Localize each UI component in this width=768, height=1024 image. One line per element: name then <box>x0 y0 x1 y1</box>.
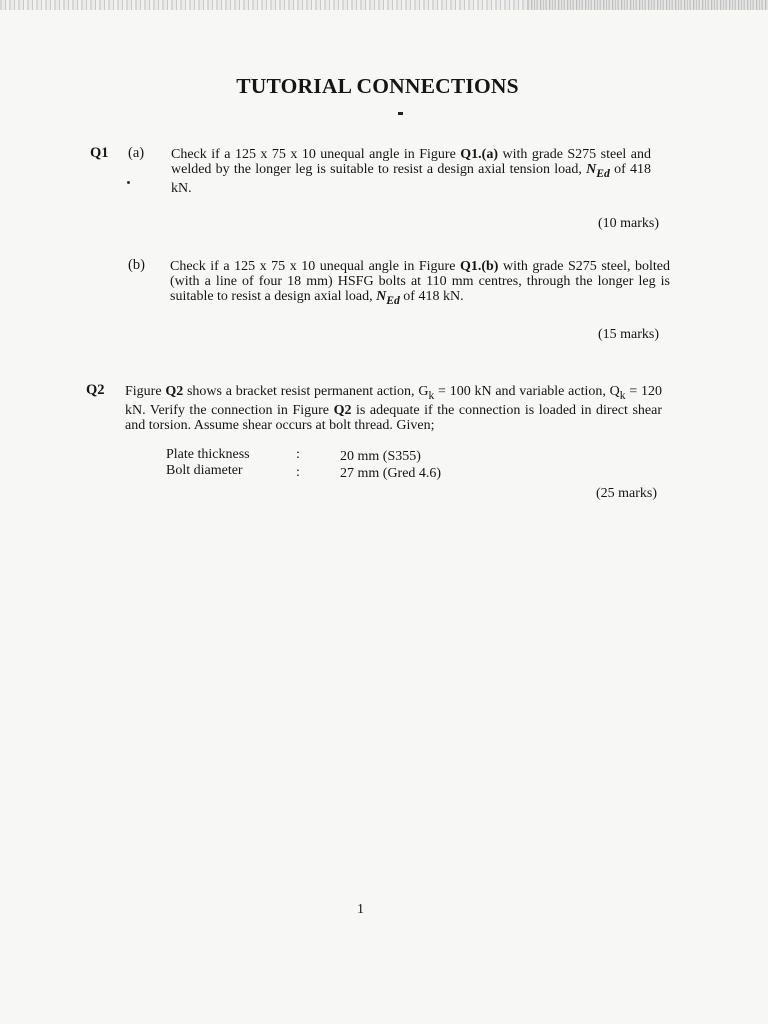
figure-ref: Q1.(a) <box>460 147 498 162</box>
page-number: 1 <box>357 902 364 917</box>
question-1b-text: Check if a 125 x 75 x 10 unequal angle in Figure Q1.(b) with grade S275 steel, bolted (with a line of four 18 mm) HSFG bolts at 110 mm centres, through the longer leg is suitable to resist a design axial load, $N_{Ed}$ of 418 kN. <box>170 259 671 307</box>
question-2-text: Figure Q2 shows a bracket resist permanent action, $G_k = 100$ kN and variable action, $Q_k = 120$ kN. Verify the connection in Figure Q2 is adequate if the connection is loaded in direct shear and torsion. Assume shear occurs at bolt thread. Given; <box>125 384 662 433</box>
scan-edge <box>0 0 768 10</box>
given-value-plate-thickness: 20 mm (S355) <box>340 449 421 464</box>
question-2-marks: (25 marks) <box>596 486 658 501</box>
figure-ref: Q2 <box>165 384 184 399</box>
axial-load-symbol: N <box>586 162 597 177</box>
given-value-bolt-diameter: 27 mm (Gred 4.6) <box>340 466 442 481</box>
question-1a-marks: (10 marks) <box>598 216 660 231</box>
axial-load-symbol: N <box>376 289 387 304</box>
figure-ref: Q2 <box>333 402 352 418</box>
question-1a-label: (a) <box>128 145 145 161</box>
question-1a-text: Check if a 125 x 75 x 10 unequal angle in Figure Q1.(a) with grade S275 steel and welded by the longer leg is suitable to resist a design axial tension load, $N_{Ed}$ of 418 kN. <box>171 147 651 196</box>
question-1b-marks: (15 marks) <box>598 327 660 342</box>
question-1-label: Q1 <box>90 145 109 161</box>
given-label-bolt-diameter: Bolt diameter <box>166 463 243 478</box>
given-label-plate-thickness: Plate thickness <box>166 447 250 462</box>
page-title: TUTORIAL CONNECTIONS <box>236 74 519 98</box>
question-1b-label: (b) <box>128 257 145 273</box>
given-separator: : <box>296 447 300 462</box>
given-separator: : <box>296 465 300 480</box>
title-mark <box>398 112 403 115</box>
figure-ref: Q1.(b) <box>459 259 499 274</box>
scan-speck <box>127 181 130 184</box>
question-2-label: Q2 <box>86 382 105 398</box>
